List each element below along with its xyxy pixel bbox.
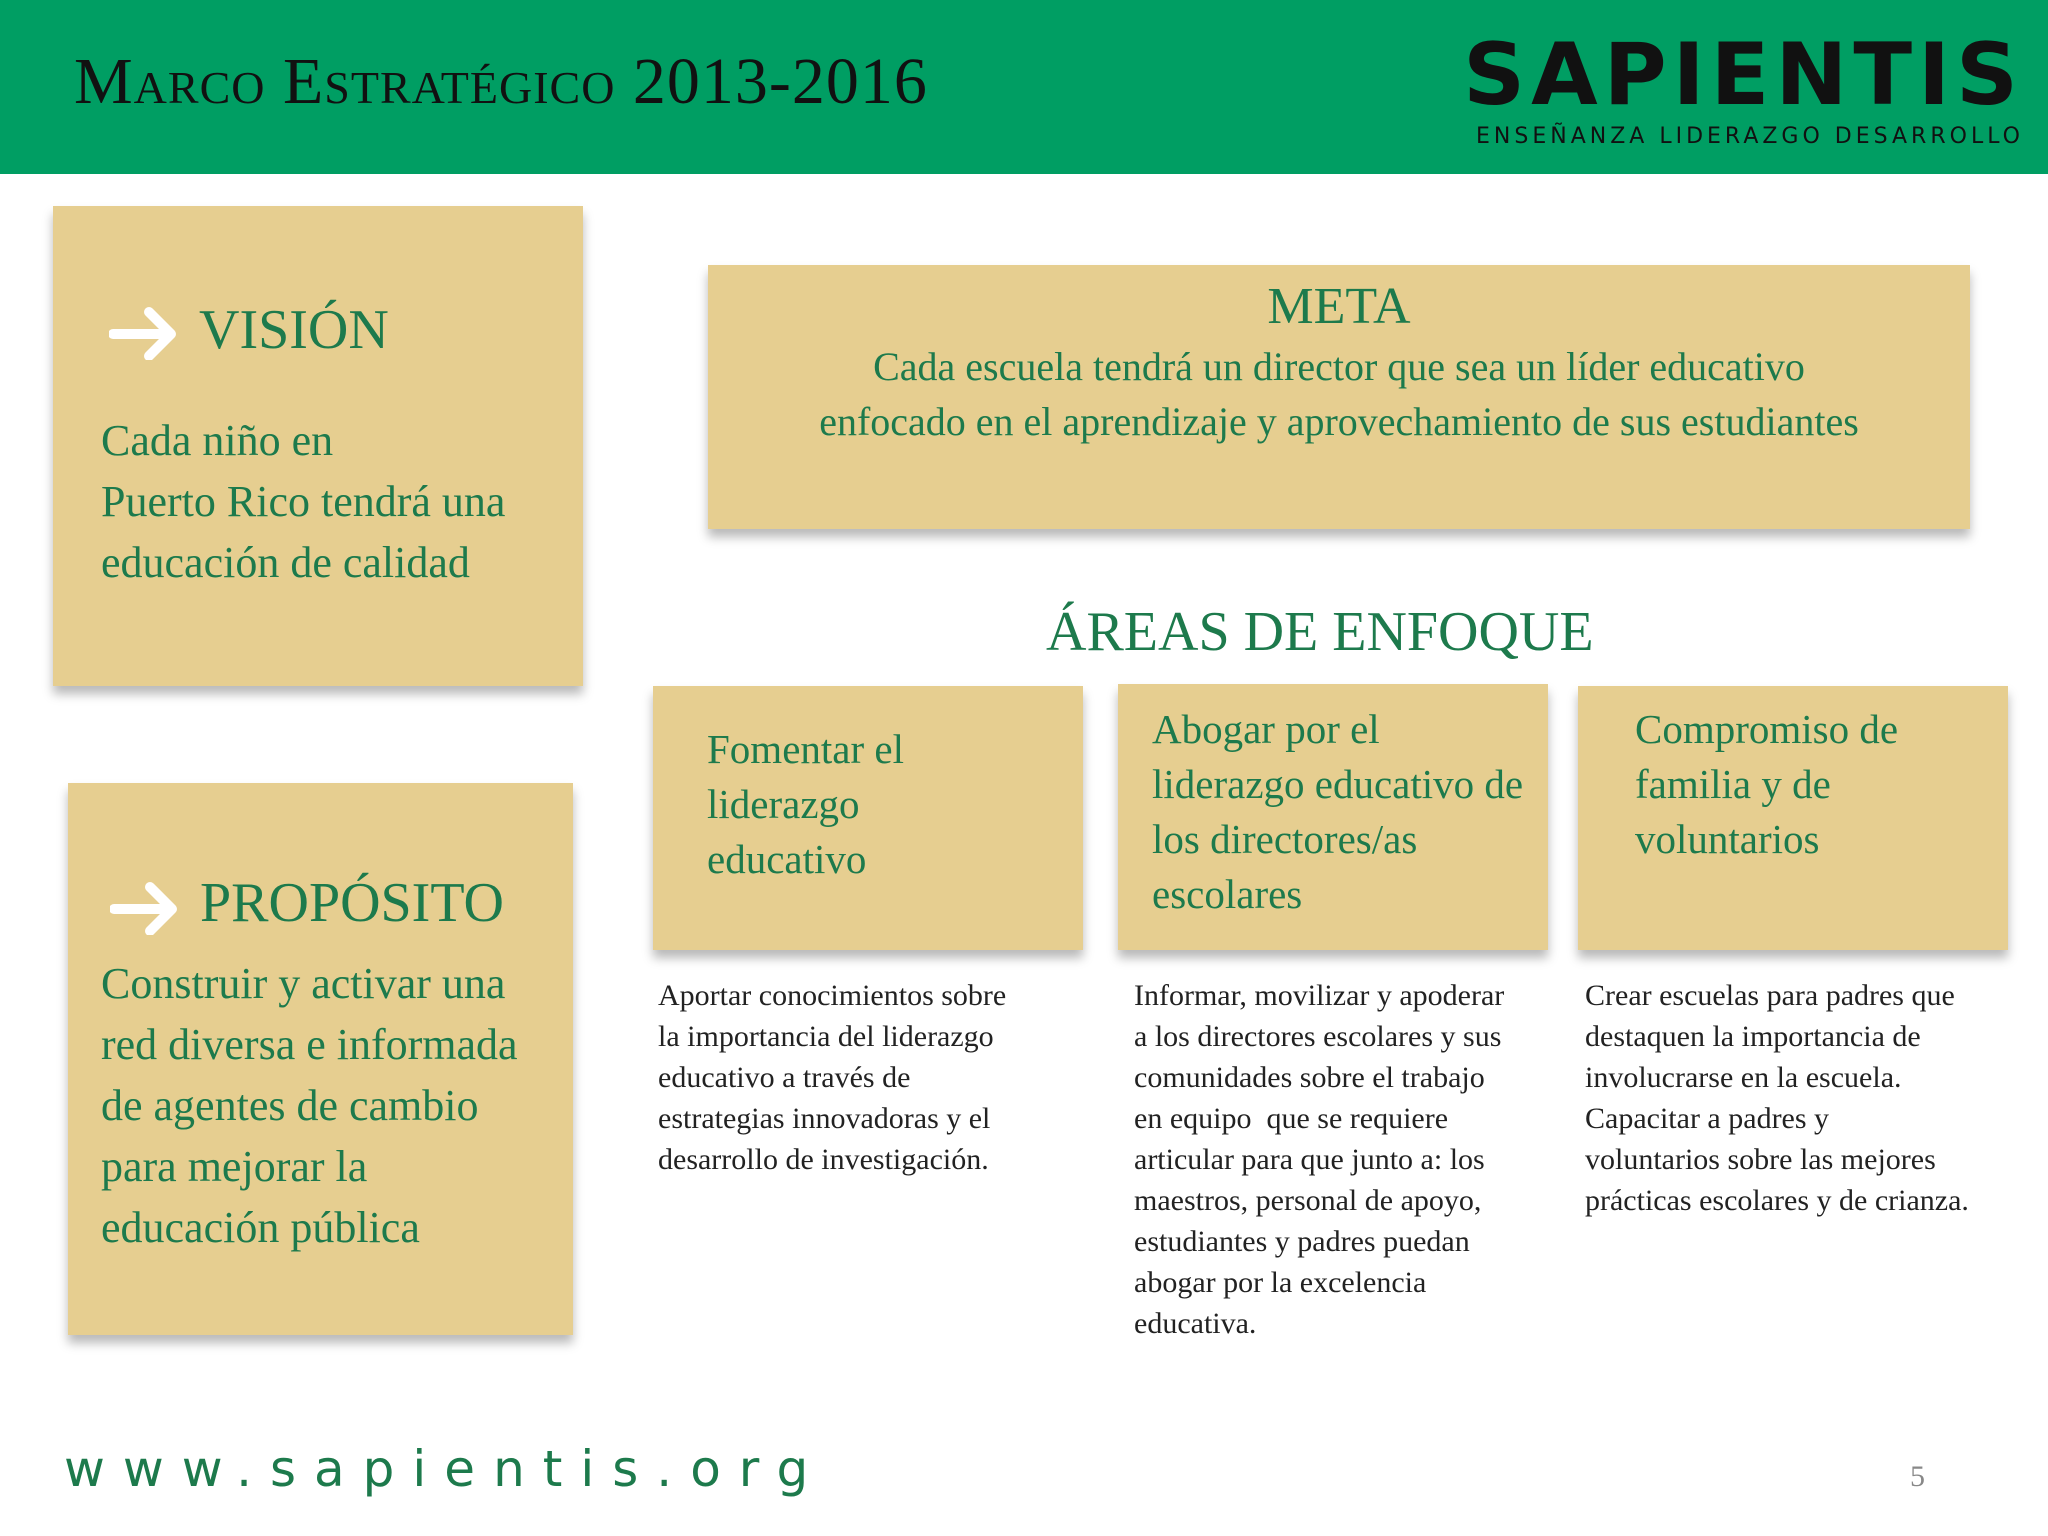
description-line: abogar por la excelencia: [1134, 1266, 1427, 1299]
vision-text: [101, 410, 571, 593]
vision-card: [53, 206, 583, 686]
area-label-line: familia y de: [1635, 761, 1831, 807]
area-label-line: liderazgo: [707, 781, 860, 827]
description-line: prácticas escolares y de crianza.: [1585, 1184, 1969, 1217]
description-line: destaquen la importancia de: [1585, 1020, 1921, 1053]
area-label-line: educativo: [707, 836, 867, 882]
meta-card: [708, 265, 1970, 529]
area-label-line: Abogar por el: [1152, 706, 1380, 752]
proposito-line: Construir y activar una: [101, 959, 506, 1008]
description-line: Aportar conocimientos sobre: [658, 979, 1007, 1012]
website-link[interactable]: www.sapientis.org: [64, 1440, 827, 1498]
proposito-heading: PROPÓSITO: [200, 872, 504, 934]
area-description-compromiso: [1585, 975, 2025, 1221]
area-card-abogar: [1118, 684, 1548, 950]
vision-line: Puerto Rico tendrá una: [101, 477, 506, 526]
area-label: [1635, 702, 1898, 867]
sapientis-logo: [1463, 25, 2024, 150]
description-line: Crear escuelas para padres que: [1585, 979, 1955, 1012]
description-line: educativo a través de: [658, 1061, 911, 1094]
description-line: en equipo que se requiere: [1134, 1102, 1449, 1135]
vision-line: educación de calidad: [101, 538, 470, 587]
description-line: la importancia del liderazgo: [658, 1020, 994, 1053]
description-line: articular para que junto a: los: [1134, 1143, 1485, 1176]
arrow-right-icon: [110, 879, 182, 935]
area-description-liderazgo: [658, 975, 1078, 1180]
proposito-line: para mejorar la: [101, 1142, 368, 1191]
page-number: 5: [1910, 1460, 1925, 1493]
description-line: comunidades sobre el trabajo: [1134, 1061, 1485, 1094]
proposito-line: educación pública: [101, 1203, 420, 1252]
area-card-liderazgo: [653, 686, 1083, 950]
meta-heading: META: [1267, 278, 1411, 335]
meta-text: [728, 339, 1950, 449]
description-line: estrategias innovadoras y el: [658, 1102, 991, 1135]
area-label-line: liderazgo educativo de: [1152, 761, 1524, 807]
area-label-line: Compromiso de: [1635, 706, 1899, 752]
area-label-line: voluntarios: [1635, 816, 1820, 862]
area-label-line: Fomentar el: [707, 726, 904, 772]
description-line: estudiantes y padres puedan: [1134, 1225, 1470, 1258]
area-label: [1152, 702, 1523, 922]
proposito-card: [68, 783, 573, 1335]
area-label-line: escolares: [1152, 871, 1303, 917]
proposito-text: [101, 953, 571, 1258]
vision-line: Cada niño en: [101, 416, 334, 465]
description-line: a los directores escolares y sus: [1134, 1020, 1502, 1053]
description-line: desarrollo de investigación.: [658, 1143, 989, 1176]
description-line: maestros, personal de apoyo,: [1134, 1184, 1482, 1217]
description-line: educativa.: [1134, 1307, 1257, 1340]
description-line: voluntarios sobre las mejores: [1585, 1143, 1936, 1176]
area-label: [707, 722, 904, 887]
proposito-line: red diversa e informada: [101, 1020, 518, 1069]
description-line: Informar, movilizar y apoderar: [1134, 979, 1505, 1012]
area-card-compromiso: [1578, 686, 2008, 950]
meta-line: Cada escuela tendrá un director que sea un líder educativo: [873, 344, 1805, 389]
slide-title: Marco Estratégico 2013-2016: [74, 45, 928, 118]
areas-heading: ÁREAS DE ENFOQUE: [1046, 601, 1594, 663]
meta-line: enfocado en el aprendizaje y aprovechamiento de sus estudiantes: [819, 399, 1859, 444]
logo-tagline: ENSEÑANZA LIDERAZGO DESARROLLO: [1476, 124, 2024, 149]
arrow-right-icon: [109, 304, 181, 360]
header-bar: [0, 0, 2048, 174]
logo-wordmark: SAPIENTIS: [1463, 25, 2024, 125]
area-label-line: los directores/as: [1152, 816, 1418, 862]
proposito-line: de agentes de cambio: [101, 1081, 479, 1130]
area-description-abogar: [1134, 975, 1554, 1344]
vision-heading: VISIÓN: [199, 299, 389, 361]
description-line: Capacitar a padres y: [1585, 1102, 1830, 1135]
description-line: involucrarse en la escuela.: [1585, 1061, 1902, 1094]
